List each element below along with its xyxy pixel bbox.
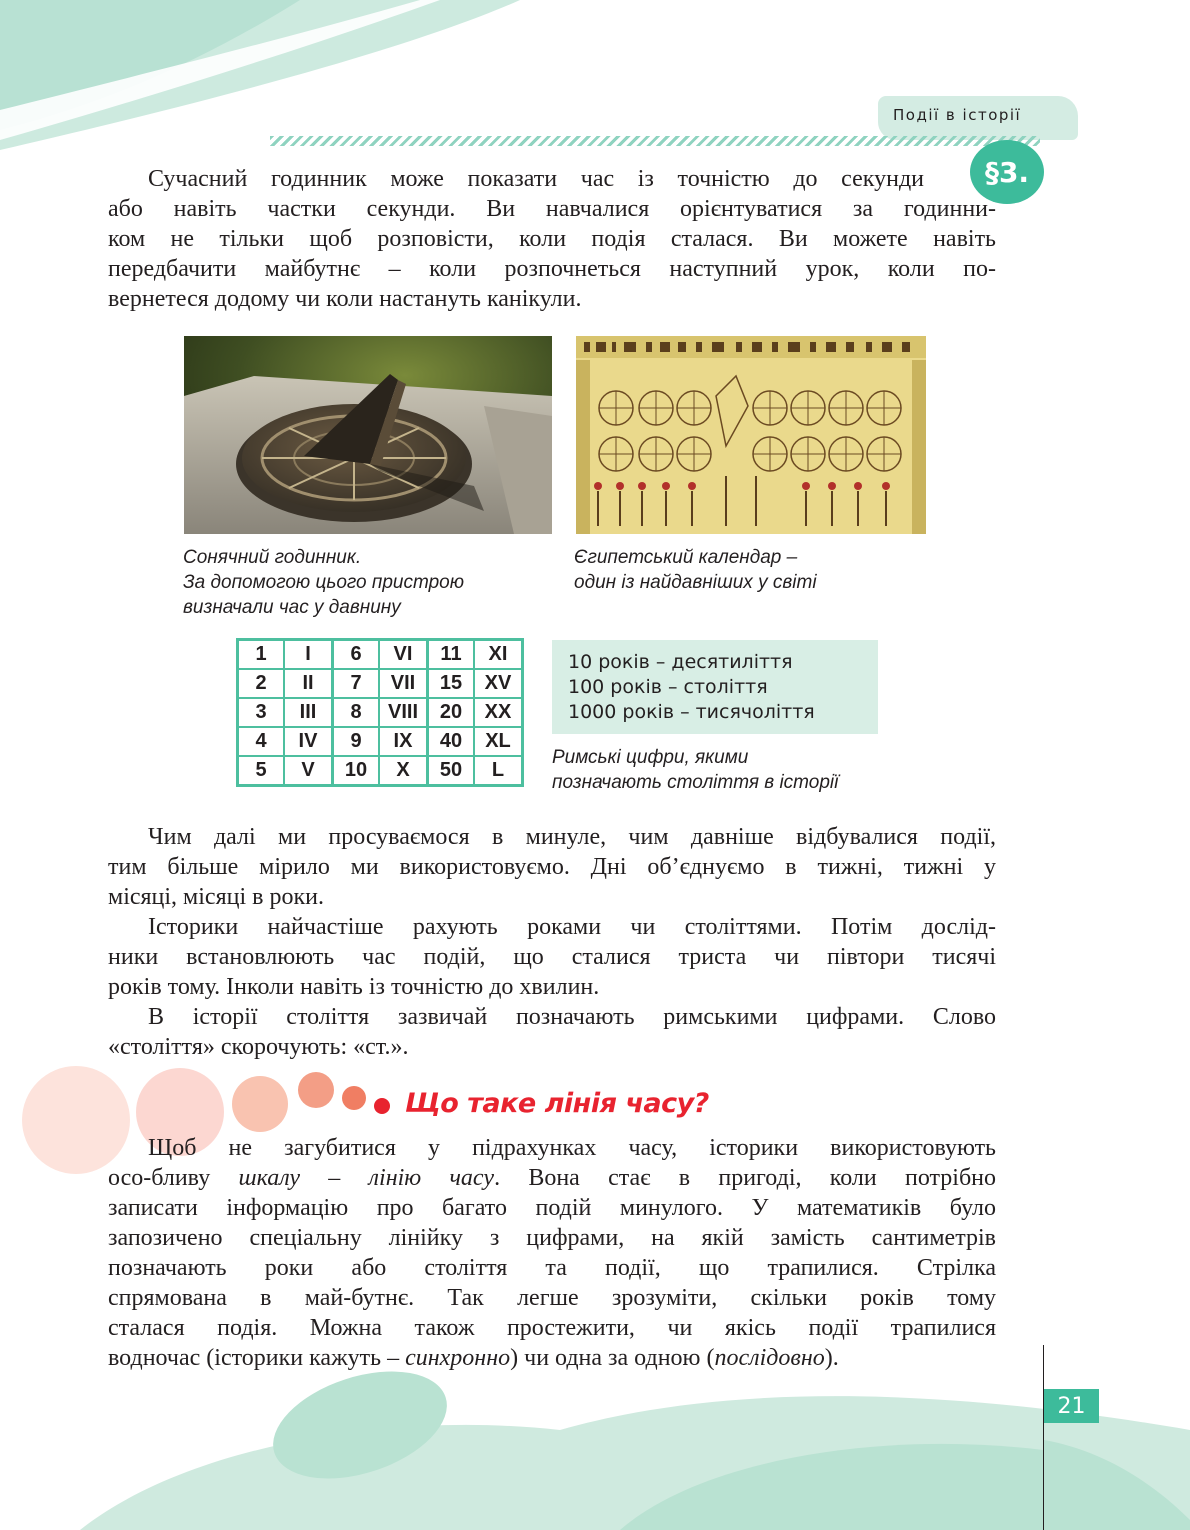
emphasis: послідовно (714, 1345, 825, 1371)
sundial-photo (184, 336, 552, 534)
emphasis: шкалу – лінію часу (238, 1165, 495, 1191)
paragraph-historians: Історики найчастіше рахують роками чи століттями. Потім дослід- ники встановлюють час подій, що сталися триста чи півтори тисячі років тому. Інколи навіть із точністю до хвилин. (108, 914, 996, 1000)
page-number: 21 (1044, 1389, 1099, 1423)
text-line: водночас (історики кажуть – синхронно) чи одна за одною (послідовно). (108, 1345, 839, 1371)
hatched-divider (270, 136, 1040, 146)
section-heading: Що таке лінія часу? (405, 1088, 709, 1119)
egyptian-calendar-caption: Єгипетський календар – один із найдавніших у світі (574, 547, 817, 593)
table-row: 5 V 10 X 50 L (238, 756, 523, 786)
text-line: або навіть частки секунди. Ви навчалися орієнтуватися за годинни- (108, 196, 996, 222)
bottom-wave-decoration (0, 1370, 1190, 1530)
table-row: 1 I 6 VI 11 XI (238, 640, 523, 670)
roman-numerals-table (236, 638, 524, 787)
text-line: Сучасний годинник може показати час із точністю до секунди (148, 166, 924, 192)
text-line: осо-бливу шкалу – лінію часу. Вона стає в пригоді, коли потрібно (108, 1165, 997, 1191)
top-left-wave-decoration (0, 0, 560, 150)
emphasis: синхронно (405, 1345, 511, 1371)
egyptian-calendar-photo (576, 336, 926, 534)
roman-numerals-caption: Римські цифри, якими позначають століття в історії (552, 747, 839, 793)
text-line: вернетеся додому чи коли настануть канікули. (108, 286, 582, 312)
table-row: 2 II 7 VII 15 XV (238, 669, 523, 698)
table-row: 4 IV 9 IX 40 XL (238, 727, 523, 756)
text-line: ком не тільки щоб розповісти, коли подія сталася. Ви можете навіть (108, 226, 996, 252)
sundial-caption: Сонячний годинник. За допомогою цього пристрою визначали час у давнину (183, 547, 465, 618)
paragraph-time-measures: Чим далі ми просуваємося в минуле, чим давніше відбувалися події, тим більше мірило ми використовуємо. Дні об’єднуємо в тижні, тижні у місяці, місяці в роки. (108, 824, 996, 910)
page-margin-rule (1043, 1345, 1044, 1530)
paragraph-timeline: Щоб не загубитися у підрахунках часу, історики використовують осо-бливу шкалу – лінію часу. Вона стає в пригоді, коли потрібно записати інформацію про багато подій минулого. У математиків було запозичено спеціальну лінійку з цифрами, на якій замість сантиметрів позначають роки або століття та події, що трапилися. Стрілка спрямована в май-бутнє. Так легше зрозуміти, скільки років тому сталася подія. Можна також простежити, чи якісь події трапилися водночас (історики кажуть – синхронно) чи одна за одною (послідовно). (108, 1135, 997, 1371)
section-number-badge: §3. (970, 140, 1044, 204)
text-line: передбачити майбутнє – коли розпочнеться наступний урок, коли по- (108, 256, 996, 282)
table-row: 3 III 8 VIII 20 XX (238, 698, 523, 727)
paragraph-roman-centuries: В історії століття зазвичай позначають римськими цифрами. Слово «століття» скорочують: «ст.». (108, 1004, 996, 1060)
section-label: Події в історії (893, 106, 1022, 124)
intro-paragraph (108, 164, 996, 314)
time-units-box: 10 років – десятиліття 100 років – століття 1000 років – тисячоліття (552, 640, 878, 734)
